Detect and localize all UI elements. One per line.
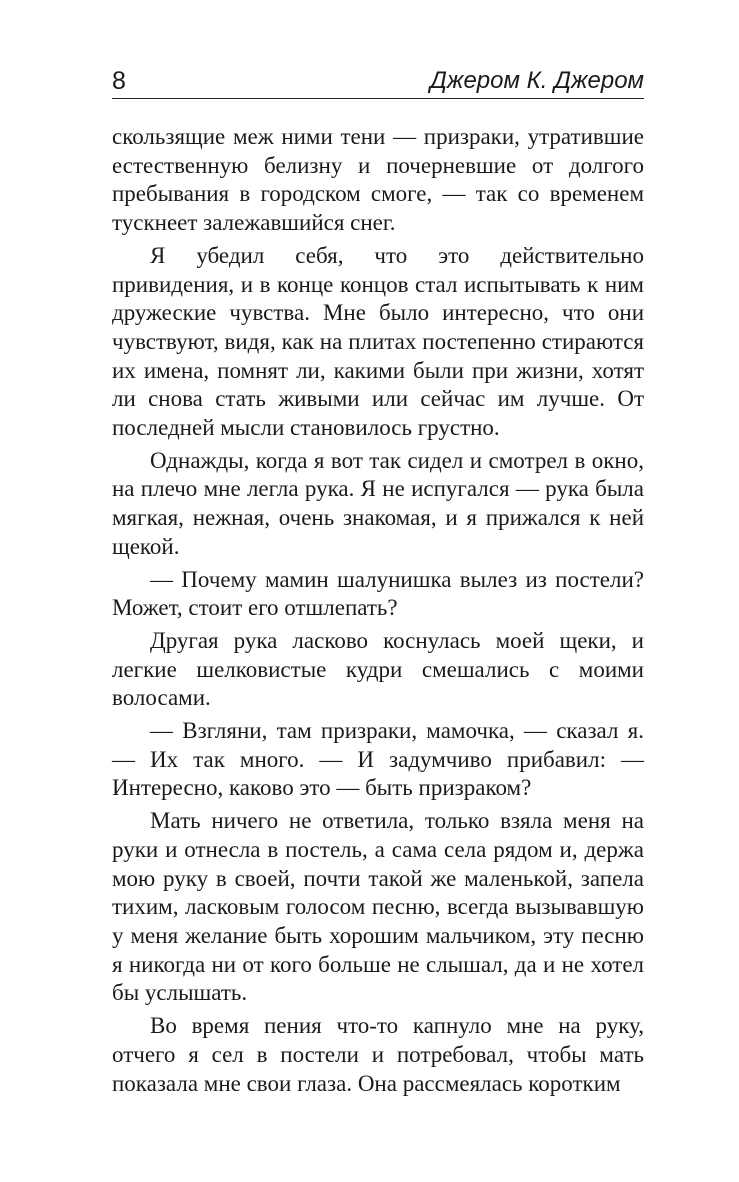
paragraph: Другая рука ласково коснулась моей щеки, и легкие шелковистые кудри смешались с моими волосами. [112,627,644,711]
body-text [112,123,644,1098]
paragraph: Во время пения что-то капнуло мне на руку, отчего я сел в постели и потребовал, чтобы мать показала мне свои глаза. Она рассмеялась коротким [112,1013,644,1096]
paragraph: Я убедил себя, что это действительно привидения, и в конце концов стал испытывать к ним дружеские чувства. Мне было интересно, что они чувствуют, видя, как на плитах постепенно стираются их имена, помнят ли, какими были при жизни, хотят ли снова стать живыми или сейчас им лучше. От последней мысли становилось грустно. [112,242,644,441]
page-header [112,64,644,99]
paragraph: Однажды, когда я вот так сидел и смотрел в окно, на плечо мне легла рука. Я не испугался — рука была мягкая, нежная, очень знакомая, и я прижался к ней щекой. [112,447,644,559]
paragraph: Мать ничего не ответила, только взяла меня на руки и отнесла в постель, а сама села рядом и, держа мою руку в своей, почти такой же маленькой, запела тихим, ласковым голосом песню, всегда вызывавшую у меня желание быть хорошим мальчиком, эту песню я никогда ни от кого больше не слышал, да и не хотел бы услышать. [112,808,644,1006]
paragraph: скользящие меж ними тени — призраки, утратившие естественную белизну и почерневшие от долгого пребывания в городском смоге, — так со временем тускнеет залежавшийся снег. [112,124,644,236]
paragraph: — Взгляни, там призраки, мамочка, — сказал я. — Их так много. — И задумчиво прибавил: — Интересно, каково это — быть призраком? [112,718,644,801]
running-head-author: Джером К. Джером [430,67,644,94]
book-page [112,64,644,1098]
page-number: 8 [112,67,126,95]
paragraph: — Почему мамин шалунишка вылез из постели? Может, стоит его отшлепать? [112,566,644,621]
